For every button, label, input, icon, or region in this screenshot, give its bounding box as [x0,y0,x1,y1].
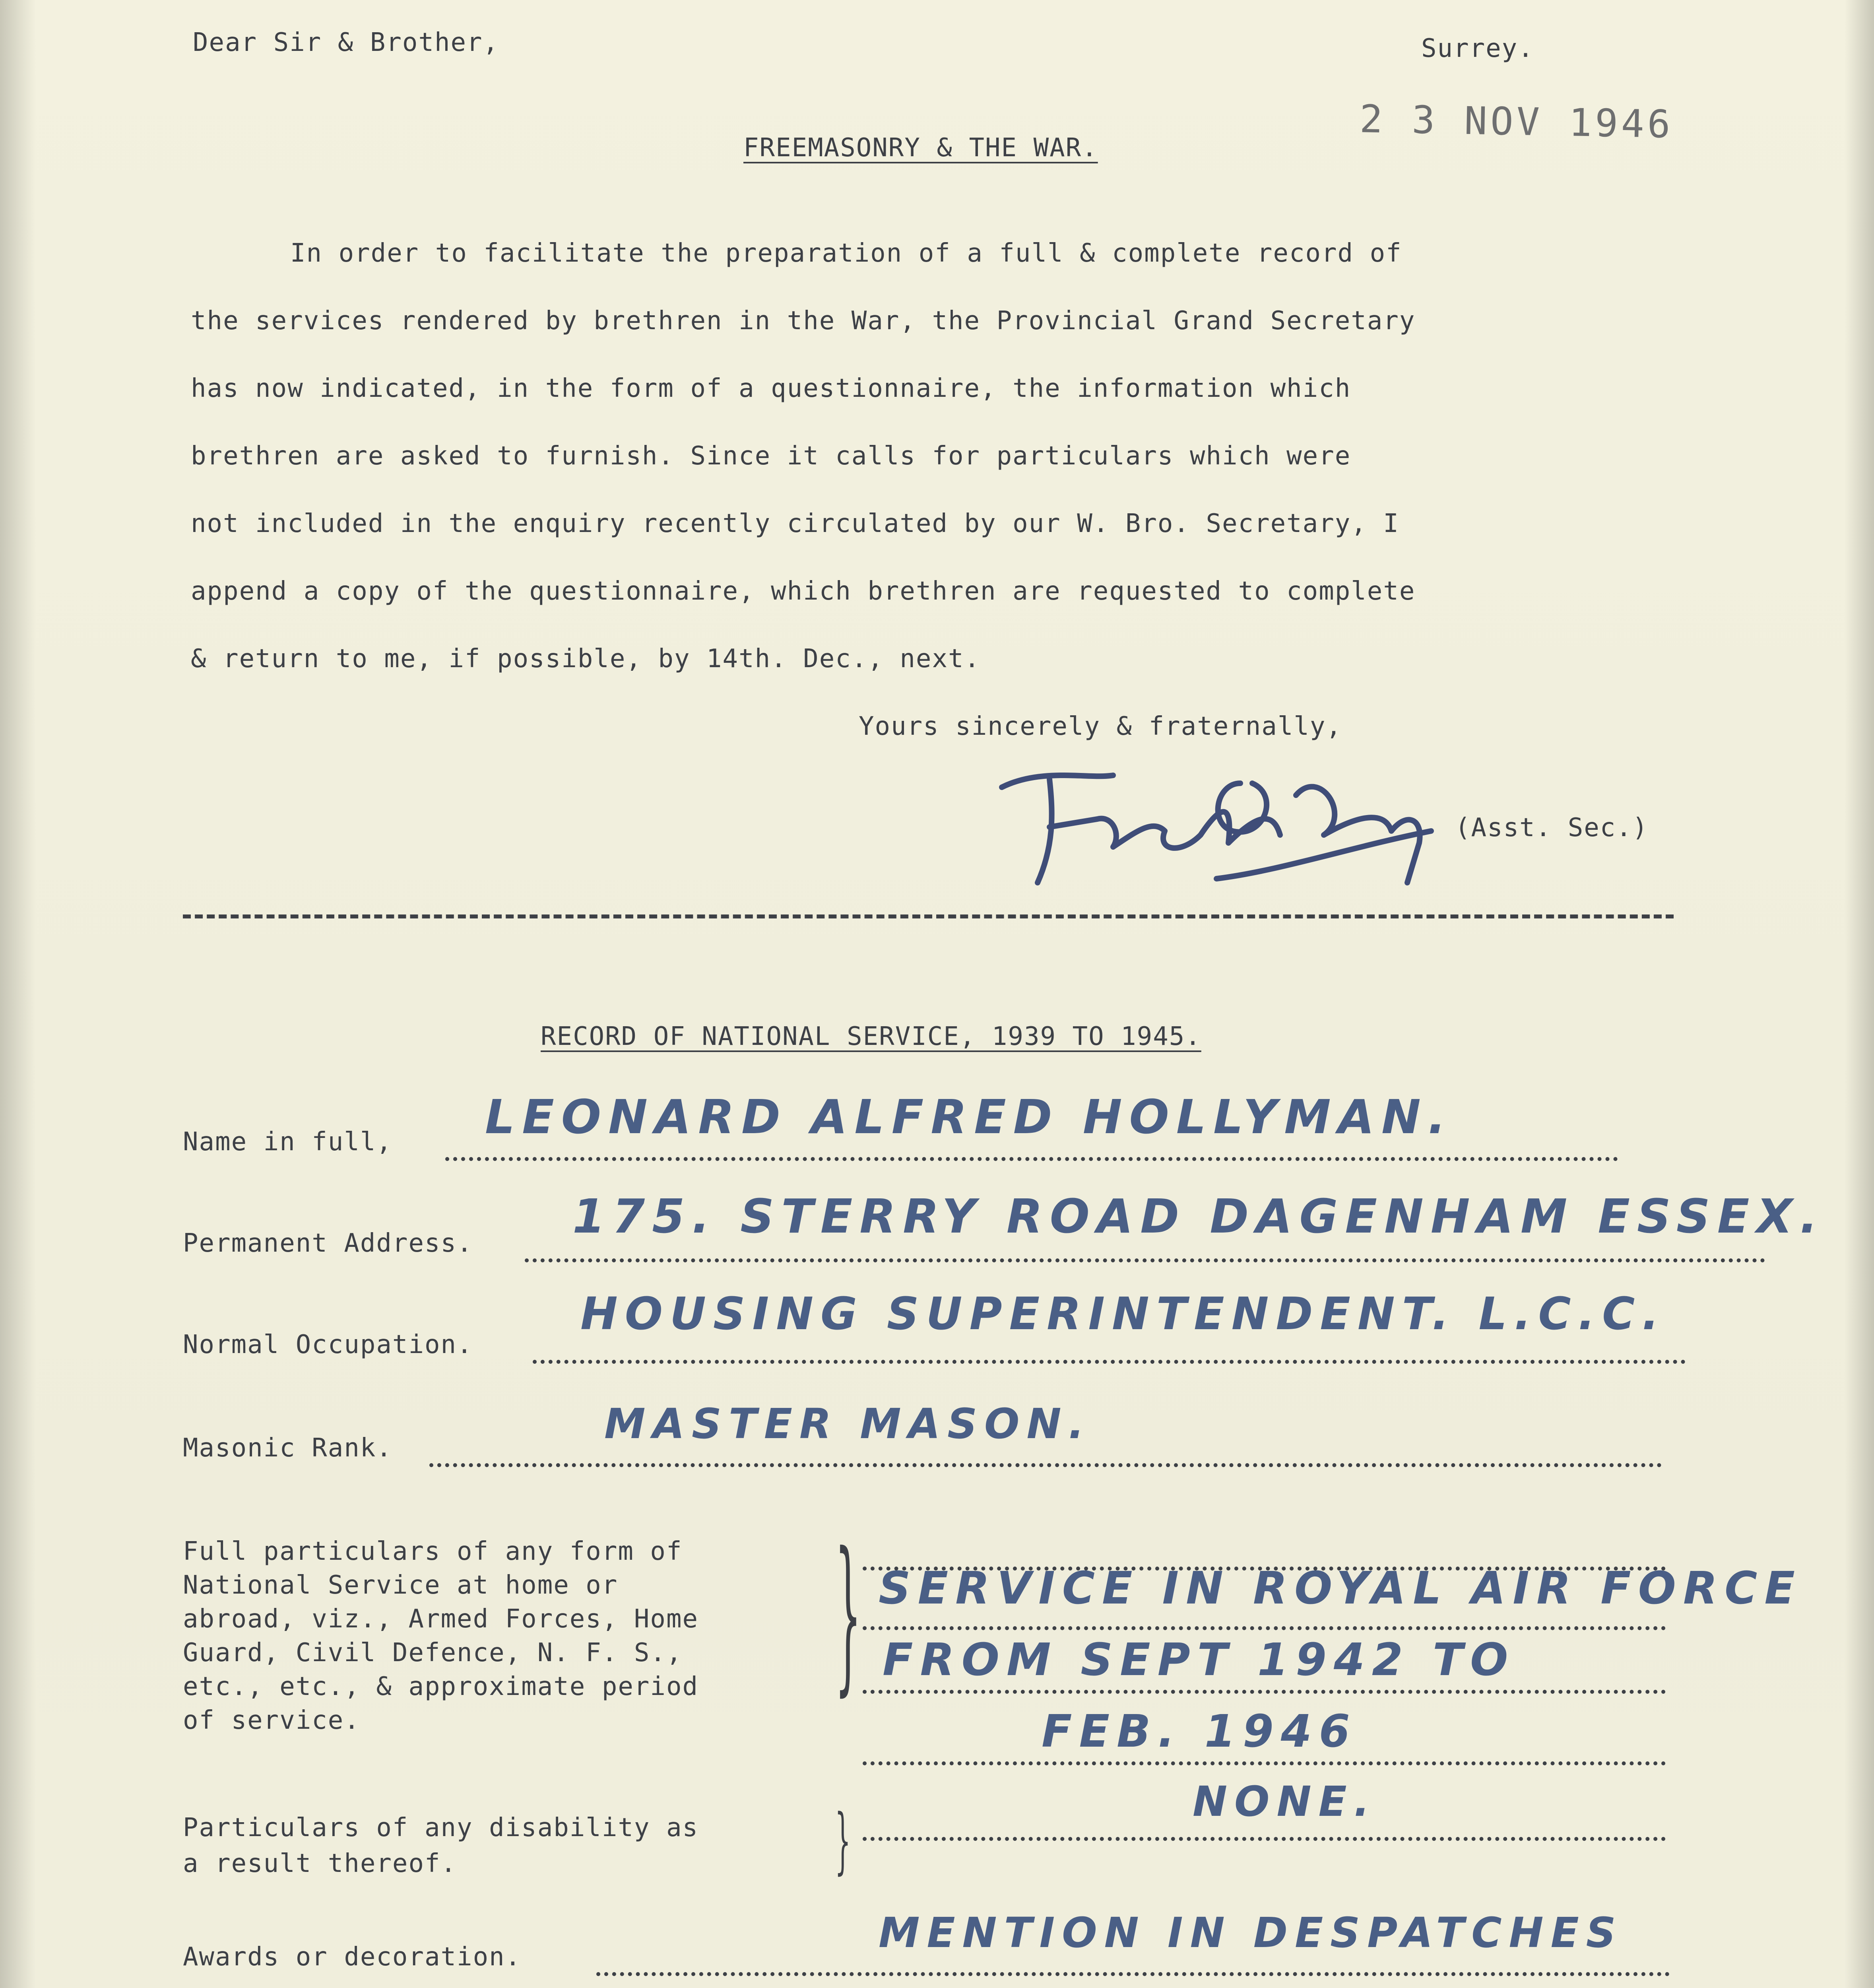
service-value-line-3: FEB. 1946 [1042,1706,1357,1757]
salutation: Dear Sir & Brother, [193,28,499,57]
address-value: 175. STERRY ROAD DAGENHAM ESSEX. [572,1189,1825,1244]
service-dotted-line-4 [863,1761,1666,1765]
body-line-6: append a copy of the questionnaire, which brethren are requested to complete [191,577,1416,606]
service-dotted-line-3 [863,1690,1666,1694]
service-value-line-1: SERVICE IN ROYAL AIR FORCE [879,1563,1802,1614]
name-value: LEONARD ALFRED HOLLYMAN. [485,1089,1453,1144]
disability-label-line-1: Particulars of any disability as [183,1813,698,1842]
date-stamp: 2 3 NOV 1946 [1359,97,1674,147]
address-dotted-line [525,1258,1765,1262]
service-label-line-2: National Service at home or [183,1571,618,1600]
service-dotted-line-2 [863,1626,1666,1630]
body-line-4: brethren are asked to furnish. Since it calls for particulars which were [191,441,1351,471]
letter-heading: FREEMASONRY & THE WAR. [743,133,1098,163]
service-label-line-4: Guard, Civil Defence, N. F. S., [183,1638,683,1668]
disability-value: NONE. [1193,1777,1377,1826]
location: Surrey. [1421,34,1534,63]
body-line-1: In order to facilitate the preparation of a full & complete record of [290,239,1402,268]
name-dotted-line [445,1157,1618,1161]
awards-dotted-line [596,1972,1670,1976]
body-line-7: & return to me, if possible, by 14th. Dec., next. [191,644,981,674]
page-edge-shadow-right [1845,0,1874,1988]
service-label-line-3: abroad, viz., Armed Forces, Home [183,1604,698,1634]
occupation-label: Normal Occupation. [183,1330,473,1359]
body-line-5: not included in the enquiry recently circulated by our W. Bro. Secretary, I [191,509,1399,538]
signature [994,751,1471,918]
rank-label: Masonic Rank. [183,1433,392,1463]
signature-title: (Asst. Sec.) [1455,813,1649,843]
name-label: Name in full, [183,1127,392,1157]
disability-dotted-line [863,1837,1666,1841]
disability-label-line-2: a result thereof. [183,1849,457,1878]
occupation-value: HOUSING SUPERINTENDENT. L.C.C. [580,1288,1666,1340]
service-label-line-5: etc., etc., & approximate period [183,1672,698,1701]
closing: Yours sincerely & fraternally, [859,712,1342,741]
service-label-line-1: Full particulars of any form of [183,1537,683,1566]
page-edge-shadow [0,0,36,1988]
awards-label: Awards or decoration. [183,1942,522,1972]
service-brace: } [835,1517,861,1711]
address-label: Permanent Address. [183,1229,473,1258]
occupation-dotted-line [533,1360,1686,1364]
body-line-3: has now indicated, in the form of a questionnaire, the information which [191,374,1351,403]
rank-dotted-line [429,1463,1662,1467]
service-label-line-6: of service. [183,1706,360,1735]
service-value-line-2: FROM SEPT 1942 TO [883,1634,1515,1686]
disability-brace: } [835,1799,851,1882]
divider-line [183,914,1674,918]
signature-scribble [994,751,1471,918]
form-title: RECORD OF NATIONAL SERVICE, 1939 TO 1945. [541,1022,1201,1051]
rank-value: MASTER MASON. [604,1400,1091,1448]
awards-value: MENTION IN DESPATCHES [879,1908,1623,1957]
body-line-2: the services rendered by brethren in the War, the Provincial Grand Secretary [191,306,1416,336]
